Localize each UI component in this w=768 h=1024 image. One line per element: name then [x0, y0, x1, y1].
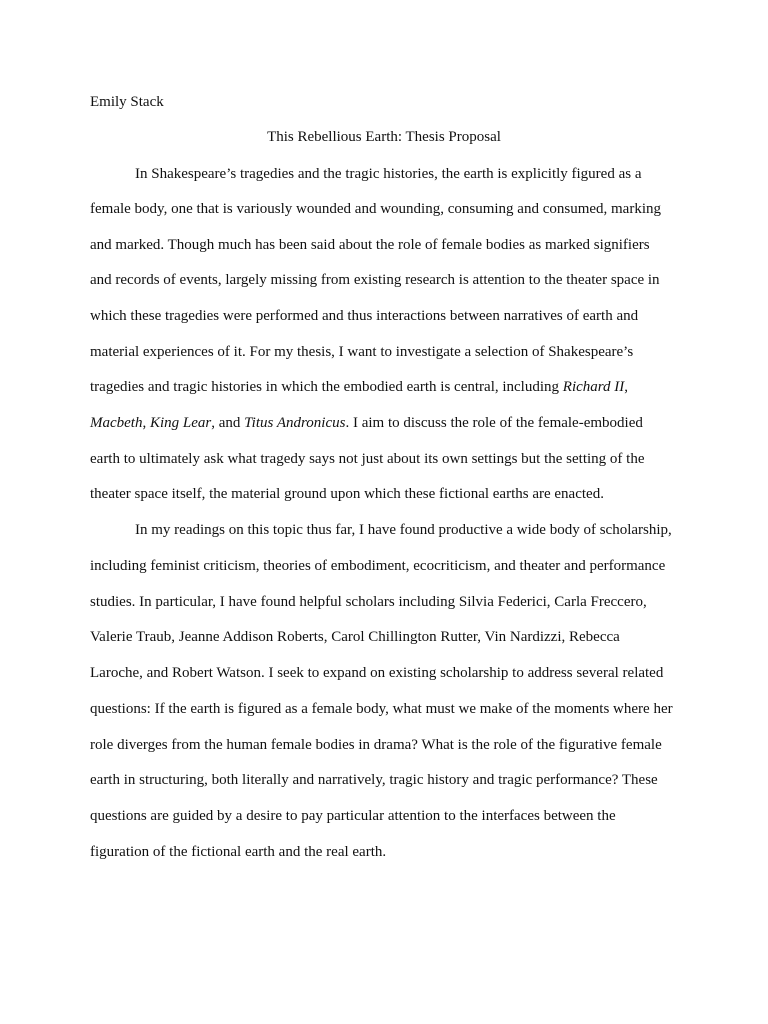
play-title-titus-andronicus: Titus Andronicus [244, 415, 346, 431]
paragraph-line: questions are guided by a desire to pay particular attention to the interfaces between the [90, 808, 616, 824]
play-title-king-lear: King Lear [149, 415, 212, 431]
paragraph-line: studies. In particular, I have found helpful scholars including Silvia Federici, Carla Freccero, [90, 594, 647, 610]
line-text: , and [211, 415, 245, 431]
paragraph-line [90, 378, 628, 396]
paragraph-line: Laroche, and Robert Watson. I seek to expand on existing scholarship to address several related [90, 665, 664, 681]
play-title-richard-ii: Richard II [562, 379, 625, 395]
line-text: , [142, 415, 150, 431]
document-title: This Rebellious Earth: Thesis Proposal [267, 129, 501, 145]
paragraph-line [90, 414, 643, 432]
paragraph-line: questions: If the earth is figured as a female body, what must we make of the moments where her [90, 701, 673, 717]
paragraph-line: earth to ultimately ask what tragedy says not just about its own settings but the setting of the [90, 451, 645, 467]
paragraph-line: figuration of the fictional earth and the real earth. [90, 844, 387, 860]
paragraph-line: role diverges from the human female bodies in drama? What is the role of the figurative female [90, 737, 662, 753]
play-title-macbeth: Macbeth [90, 415, 143, 431]
paragraph-line: and records of events, largely missing from existing research is attention to the theater space in [90, 272, 660, 288]
paragraph-line: including feminist criticism, theories of embodiment, ecocriticism, and theater and performance [90, 558, 666, 574]
paragraph-line: earth in structuring, both literally and narratively, tragic history and tragic performance? These [90, 772, 658, 788]
paragraph-line: female body, one that is variously wounded and wounding, consuming and consumed, marking [90, 201, 662, 217]
paragraph-line: and marked. Though much has been said about the role of female bodies as marked signifiers [90, 237, 650, 253]
paragraph-line: In my readings on this topic thus far, I have found productive a wide body of scholarship, [135, 522, 672, 538]
paragraph-line: which these tragedies were performed and thus interactions between narratives of earth and [90, 308, 639, 324]
paragraph-line: Valerie Traub, Jeanne Addison Roberts, Carol Chillington Rutter, Vin Nardizzi, Rebecca [90, 629, 620, 645]
line-text: . I aim to discuss the role of the female-embodied [345, 415, 643, 431]
line-text: tragedies and tragic histories in which the embodied earth is central, including [90, 379, 563, 395]
paragraph-line: material experiences of it. For my thesis, I want to investigate a selection of Shakespeare’s [90, 344, 634, 360]
paragraph-line: In Shakespeare’s tragedies and the tragic histories, the earth is explicitly figured as a [135, 166, 642, 182]
author-name: Emily Stack [90, 94, 164, 110]
line-text: , [624, 379, 629, 395]
paragraph-line: theater space itself, the material ground upon which these fictional earths are enacted. [90, 486, 604, 502]
